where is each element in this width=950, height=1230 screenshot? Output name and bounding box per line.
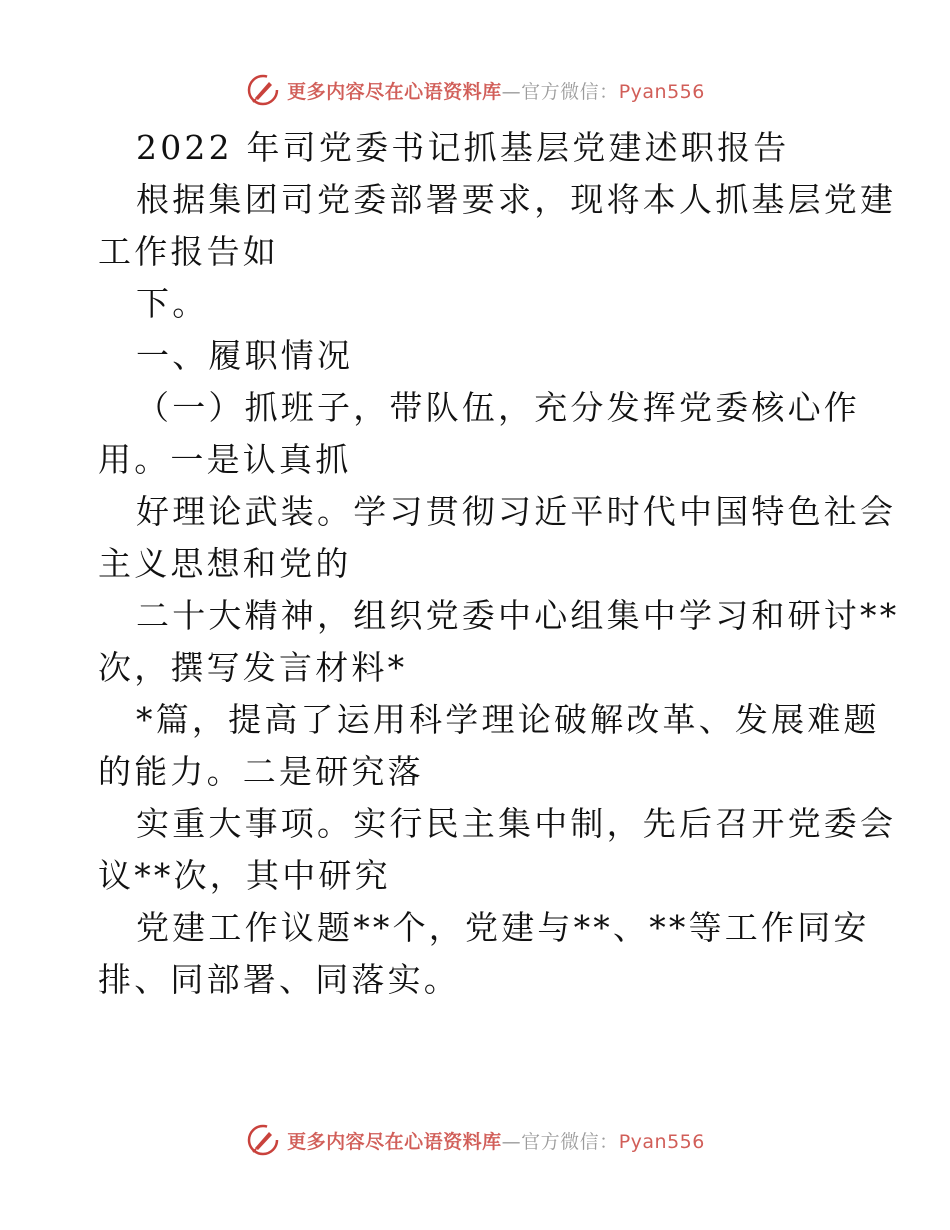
document-line: 排、同部署、同落实。 (98, 960, 460, 999)
document-body (98, 122, 900, 1006)
watermark-main-text: 更多内容尽在心语资料库 (287, 80, 502, 103)
document-line: 二十大精神，组织党委中心组集中学习和研讨** (136, 596, 900, 635)
watermark-text (287, 77, 705, 104)
watermark-wechat-id: Pyan556 (618, 1130, 705, 1153)
document-line: 用。一是认真抓 (98, 440, 352, 479)
watermark-separator: — (501, 1130, 522, 1153)
header-watermark (0, 70, 950, 110)
document-line: 议**次，其中研究 (98, 856, 391, 895)
watermark-main-text: 更多内容尽在心语资料库 (287, 1130, 502, 1153)
watermark-separator: — (501, 80, 522, 103)
document-line: 下。 (136, 284, 209, 323)
document-line: 工作报告如 (98, 232, 279, 271)
document-line: 好理论武装。学习贯彻习近平时代中国特色社会 (136, 492, 897, 531)
document-line: 主义思想和党的 (98, 544, 352, 583)
document-title: 2022 年司党委书记抓基层党建述职报告 (136, 128, 790, 167)
watermark-wechat-label: 官方微信： (521, 1130, 619, 1153)
footer-watermark (0, 1120, 950, 1160)
document-line: 的能力。二是研究落 (98, 752, 424, 791)
document-line: 党建工作议题**个，党建与**、**等工作同安 (136, 908, 870, 947)
watermark-text (287, 1127, 705, 1154)
watermark-wechat-label: 官方微信： (521, 80, 619, 103)
watermark-wechat-id: Pyan556 (618, 80, 705, 103)
document-line: 一、履职情况 (136, 336, 354, 375)
quill-circle-icon (245, 1122, 281, 1158)
quill-circle-icon (245, 72, 281, 108)
document-line: （一）抓班子，带队伍，充分发挥党委核心作 (136, 388, 860, 427)
document-line: 实重大事项。实行民主集中制，先后召开党委会 (136, 804, 897, 843)
document-line: 次，撰写发言材料* (98, 648, 408, 687)
document-line: 根据集团司党委部署要求，现将本人抓基层党建 (136, 180, 897, 219)
document-line: *篇，提高了运用科学理论破解改革、发展难题 (136, 700, 880, 739)
